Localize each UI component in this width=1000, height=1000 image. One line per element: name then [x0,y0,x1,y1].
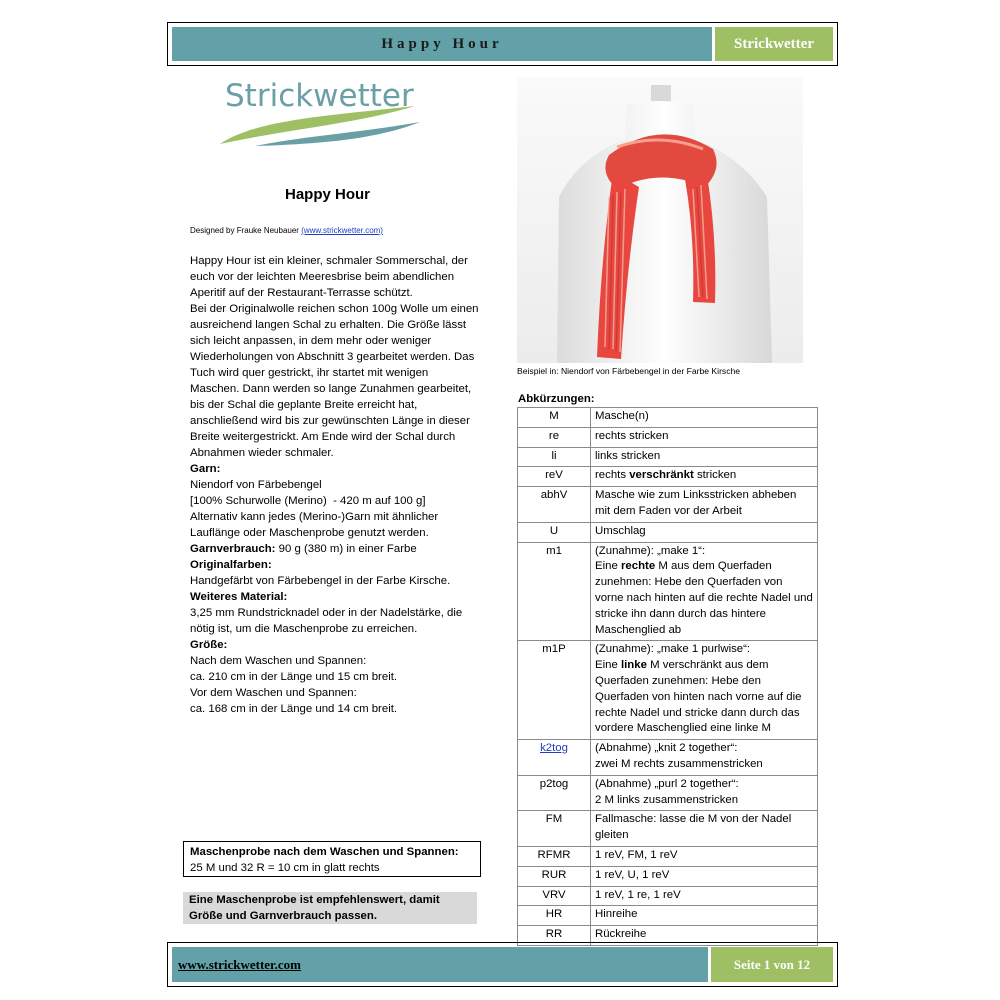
abbreviation-key-text: M [549,410,559,422]
abbreviation-meaning-text: Eine [595,560,621,573]
photo-caption: Beispiel in: Niendorf von Färbebengel in der Farbe Kirsche [517,366,741,376]
abbreviation-meaning-text: Rückreihe [595,928,647,941]
table-row [518,775,818,811]
table-row [518,641,818,740]
table-row [518,846,818,866]
maschenprobe-heading: Maschenprobe nach dem Waschen und Spannen: [190,846,459,858]
garnverbrauch-label: Garnverbrauch: [190,543,276,555]
maschenprobe-box [183,841,481,877]
abbreviation-meaning [591,740,818,776]
garn-line-2: [100% Schurwolle (Merino) - 420 m auf 100 g] [190,495,426,507]
abbreviations-table [517,407,818,946]
material-heading: Weiteres Material: [190,591,288,603]
abbreviation-meaning-text: (Abnahme) „purl 2 together“: [595,777,739,790]
table-row [518,740,818,776]
abbreviation-key [518,886,591,906]
groesse-line-1: Nach dem Waschen und Spannen: [190,655,367,667]
abbreviation-key [518,866,591,886]
groesse-line-2: ca. 210 cm in der Länge und 15 cm breit. [190,671,398,683]
logo-text: Strickwetter [225,78,414,114]
abbreviation-key [518,467,591,487]
abbreviation-meaning [591,467,818,487]
abbreviation-meaning [591,447,818,467]
strickwetter-logo [215,78,430,150]
table-row [518,906,818,926]
abbreviation-meaning [591,522,818,542]
abbreviation-key-text: abhV [540,489,568,502]
abbreviation-key-text: RUR [541,868,567,881]
garn-heading: Garn: [190,463,221,475]
table-row [518,522,818,542]
abbreviation-key [518,542,591,641]
abbreviation-meaning-text: Masche(n) [595,410,649,422]
garnverbrauch [190,541,480,557]
abbreviation-key [518,487,591,523]
abbreviation-key-text: RFMR [537,848,571,861]
abbreviation-key [518,522,591,542]
abbreviation-key-text: m1 [546,544,562,557]
abbreviation-meaning-text: Eine [595,659,621,672]
abbreviation-meaning-text: 1 reV, FM, 1 reV [595,848,678,861]
table-row [518,886,818,906]
table-row [518,542,818,641]
footer-website-link[interactable]: www.strickwetter.com [178,957,301,972]
abbreviation-meaning [591,641,818,740]
abbreviation-meaning-text: (Abnahme) „knit 2 together“: [595,742,738,755]
header-brand: Strickwetter [715,27,833,61]
abbreviation-key-text: li [551,449,557,462]
garnverbrauch-value: 90 g (380 m) in einer Farbe [275,543,417,555]
page-title: Happy Hour [285,186,371,203]
intro-text-2: Bei der Originalwolle reichen schon 100g Wolle um einen ausreichend langen Schal zu erhalten. Die Größe lässt sich leicht anpassen, in dem mehr oder weniger Wiederholungen von Abschnitt 3 gearbeitet werden. Das Tuch wird quer gestrickt, ihr startet mit wenigen Maschen. Dann werden so lange Zunahmen gearbeitet, bis der Schal die geplante Breite erreicht hat, anschließend wird bis zur gewünschten Länge in dieser Breite weitergestrickt. Am Ende wird der Schal durch Abnahmen wieder schmaler. [190,303,479,459]
table-row [518,467,818,487]
material-text: 3,25 mm Rundstricknadel oder in der Nadelstärke, die nötig ist, um die Maschenprobe zu erreichen. [190,607,463,635]
abbreviation-key [518,427,591,447]
abbreviation-key [518,775,591,811]
table-row [518,487,818,523]
table-row [518,408,818,428]
abbreviation-key-text[interactable]: k2tog [540,742,568,755]
abbreviation-meaning [591,866,818,886]
abbreviation-meaning-text: (Zunahme): „make 1 purlwise“: [595,643,751,656]
designed-by [190,226,383,235]
abbreviation-meaning-text: Masche wie zum Linksstricken abheben mit dem Faden vor der Arbeit [595,489,797,517]
abbreviation-meaning-text: Umschlag [595,524,646,537]
abbreviation-meaning-text: linke [620,659,647,672]
abbreviation-meaning [591,775,818,811]
footer-url-bar [172,947,708,982]
abbreviation-meaning-text: 2 M links zusammenstricken [595,793,739,806]
footer-page-number: Seite 1 von 12 [711,947,833,982]
abbreviation-meaning [591,811,818,847]
abbreviation-meaning [591,906,818,926]
abbreviation-key-text: U [549,524,559,537]
abbreviation-key-text: HR [545,908,563,921]
abbreviation-meaning-text: M verschränkt aus dem Querfaden zunehmen: Hebe den Querfaden von hinten nach vorne auf die rechte Nadel und stricke dann durch das vordere Maschenglied eine linke M [595,659,802,735]
designed-by-text: Designed by Frauke Neubauer [190,226,302,235]
abbreviation-key-text: m1P [542,643,566,656]
abbreviation-meaning-text: rechte [620,560,656,573]
hint-box: Eine Maschenprobe ist empfehlenswert, damit Größe und Garnverbrauch passen. [183,892,477,924]
header-title: Happy Hour [172,27,712,61]
garn-line-1: Niendorf von Färbebengel [190,479,322,491]
mannequin-scarf-image [517,77,803,363]
originalfarben-heading: Originalfarben: [190,559,272,571]
abbreviation-key-text: p2tog [539,777,569,790]
abbreviation-meaning-text: 1 reV, 1 re, 1 reV [595,888,681,901]
abbreviations-heading: Abkürzungen: [518,393,595,405]
abbreviation-meaning-text: verschränkt [629,469,694,482]
groesse-heading: Größe: [190,639,228,651]
abbreviation-meaning-text: 1 reV, U, 1 reV [595,868,670,881]
abbreviation-meaning-text: rechts [595,469,630,482]
abbreviation-meaning-text: zwei M rechts zusammenstricken [595,757,763,770]
abbreviation-meaning-text: Fallmasche: lasse die M von der Nadel gleiten [595,813,792,842]
groesse-line-4: ca. 168 cm in der Länge und 14 cm breit. [190,703,398,715]
abbreviation-key [518,740,591,776]
abbreviation-key [518,906,591,926]
abbreviation-meaning-text: links stricken [595,449,661,462]
abbreviation-key [518,811,591,847]
abbreviation-key [518,846,591,866]
abbreviation-meaning [591,886,818,906]
abbreviation-key-text: FM [545,813,563,826]
abbreviation-key [518,447,591,467]
abbreviation-key-text: RR [545,928,563,941]
originalfarben-text: Handgefärbt von Färbebengel in der Farbe Kirsche. [190,575,451,587]
abbreviation-meaning [591,487,818,523]
abbreviation-key-text: reV [545,469,563,482]
table-row [518,427,818,447]
table-row [518,866,818,886]
abbreviation-meaning [591,542,818,641]
groesse-line-3: Vor dem Waschen und Spannen: [190,687,357,699]
abbreviation-meaning [591,846,818,866]
abbreviation-meaning [591,427,818,447]
logo-wave-icon [215,98,430,150]
abbreviation-meaning-text: rechts stricken [595,429,669,442]
abbreviation-meaning-text: stricken [693,469,737,482]
abbreviation-key-text: re [548,429,560,442]
table-row [518,447,818,467]
intro-text: Happy Hour ist ein kleiner, schmaler Sommerschal, der euch vor der leichten Meeresbrise beim abendlichen Aperitif auf der Restaurant-Terrasse schützt. [190,255,468,299]
description-column [190,253,480,717]
maschenprobe-text: 25 M und 32 R = 10 cm in glatt rechts [190,862,380,874]
abbreviation-meaning-text: (Zunahme): „make 1“: [595,544,706,557]
scarf-photo [517,77,803,363]
abbreviation-key [518,408,591,428]
table-row [518,811,818,847]
abbreviation-key [518,641,591,740]
abbreviation-meaning-text: Hinreihe [595,908,638,921]
abbreviation-key-text: VRV [542,888,566,901]
abbreviation-meaning [591,408,818,428]
abbreviation-meaning-text: M aus dem Querfaden zunehmen: Hebe den Querfaden von vorne nach hinten auf die rechte Nadel und stricke ihn dann durch das hintere Maschenglied ab [595,560,813,636]
alternative-text: Alternativ kann jedes (Merino-)Garn mit ähnlicher Lauflänge oder Maschenprobe genutzt werden. [190,511,439,539]
website-link[interactable]: (www.strickwetter.com) [301,226,383,235]
